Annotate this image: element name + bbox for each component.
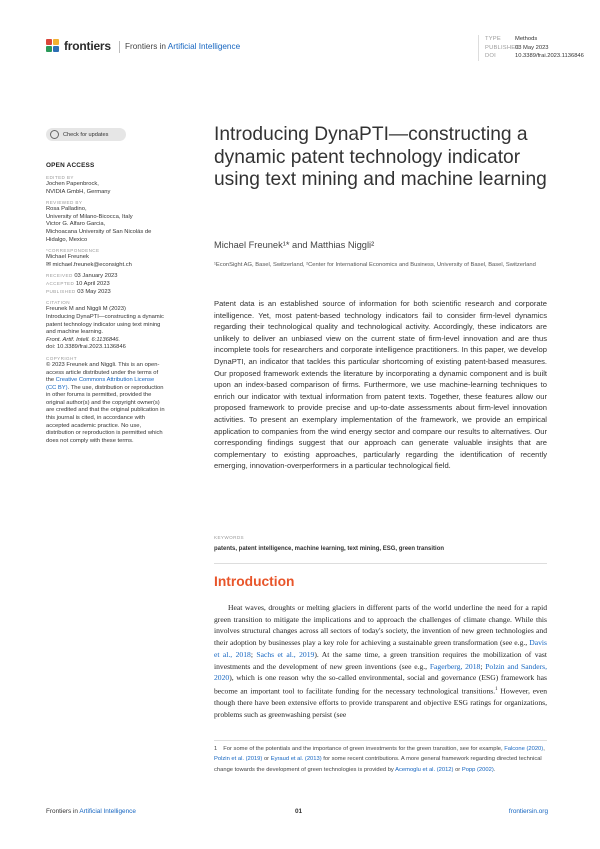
citation-link[interactable]: Popp (2002) — [461, 766, 494, 773]
frontiers-logo[interactable] — [46, 39, 111, 53]
brand-name: frontiers — [64, 39, 111, 53]
keywords-label: KEYWORDS — [214, 535, 244, 540]
date-value: 03 January 2023 — [74, 273, 118, 280]
intro-text: Heat waves, droughts or melting glaciers in different parts of the world underline the need for a rapid green transition to mitigate the implications and to approach the challenges of climate change. While this involves structural changes across all sectors of today's society, the invention of new green technologies and their adoption by businesses play a key role for achieving a sustainable green transformation (see e.g., — [214, 603, 547, 648]
citation-link[interactable]: Polzin and Sanders, 2020 — [214, 661, 548, 683]
frontiers-logo-icon — [46, 39, 60, 53]
open-access-label: OPEN ACCESS — [46, 162, 95, 169]
refresh-icon — [50, 130, 59, 139]
meta-key: DOI — [485, 53, 496, 59]
footnote-text: . — [493, 766, 496, 773]
affiliations: ¹EconSight AG, Basel, Switzerland, ²Center for International Economics and Business, University of Basel, Basel, Switzerland — [214, 262, 536, 268]
introduction-text — [214, 602, 547, 721]
check-updates-label: Check for updates — [63, 131, 109, 138]
citation-line: Freunek M and Niggli M (2023) — [46, 306, 126, 313]
reviewer-line: University of Milano-Bicocca, Italy — [46, 213, 133, 220]
abstract: Patent data is an established source of information for both scientific research and corporate intelligence. Yet, most patent-based technology indicators fail to consider firm-level dynamics regarding their technological quality and technological activity. Accordingly, these indicators are unlikely to deliver an unbiased view on the current state of firm-level innovation and are thus incomplete tools for researchers and corporate intelligence practitioners. In this paper, we develop DynaPTI, an indicator that tackles this particular shortcoming of existing patent-based measures. Our proposed framework extends the literature by incorporating a dynamic component and is built upon an index-based comparison of firms. Furthermore, we use machine-learning techniques to enrich our indicator with textual information from patent texts. Together, these features allow our proposed framework to provide precise and up-to-date assessments about firm-level innovation activities. To present an exemplary implementation of the framework, we provide an empirical application to companies from the wind energy sector and compare our results to alternatives. Our corresponding findings suggest that our approach can generate valuable insights that are complementary to existing approaches, particularly regarding the identification of recently emerging, innovation-overperformers in a particular technological field. — [214, 299, 547, 471]
intro-text: However, even though there have been extensive efforts to provide transparent and objective ESG ratings for organizations, problems such as greenwashing persist (see — [214, 686, 547, 719]
meta-published — [485, 44, 600, 53]
header-divider — [119, 41, 120, 53]
accepted-date — [46, 280, 166, 288]
article-sidebar — [46, 162, 166, 445]
site-link[interactable]: frontiersin.org — [508, 808, 548, 815]
intro-text: ; — [480, 661, 486, 671]
footnote-marker[interactable]: 1 — [495, 686, 498, 692]
reviewer-line: Victor G. Alfaro Garcia, — [46, 221, 106, 228]
citation-link[interactable]: Davis et al., 2018 — [214, 638, 547, 659]
date-value: 10 April 2023 — [75, 281, 110, 288]
reviewer-line: Hidalgo, Mexico — [46, 236, 88, 243]
citation-link[interactable]: Eyraud et al. (2013) — [270, 756, 322, 763]
footer-journal[interactable] — [46, 808, 136, 815]
page-number: 01 — [295, 808, 303, 815]
footnote-text: or — [453, 766, 462, 773]
copyright-post: . The use, distribution or reproduction in other forums is permitted, provided the original author(s) and the copyright owner(s) are credited and that the original publication in this journal is cited, in accordance with accepted academic practice. No use, distribution or reproduction is permitted which does not comply with these terms. — [46, 384, 165, 444]
citation-link[interactable]: Acemoglu et al. (2012) — [395, 766, 454, 773]
citation-line: doi: 10.3389/frai.2023.1136846 — [46, 344, 126, 351]
email-icon: ✉ — [46, 261, 53, 268]
received-date — [46, 272, 166, 280]
check-for-updates-button[interactable] — [46, 128, 126, 141]
page-header — [46, 35, 584, 65]
section-divider — [214, 563, 547, 564]
meta-value: Methods — [515, 36, 538, 42]
meta-value: 03 May 2023 — [515, 44, 549, 51]
footnote-divider — [214, 740, 547, 741]
footnote-text: for some recent contributions. A more general framework regarding directed technical change towards the development of green technologies is provided by — [214, 756, 542, 773]
meta-value: 10.3389/frai.2023.1136846 — [515, 53, 584, 59]
footnote-text: , — [543, 746, 545, 752]
intro-text: ), which is one reason why the so-called environmental, social and governance (ESG) framework has become an important tool to facilitate funding for the necessary technological transitions. — [214, 673, 547, 696]
keywords: patents, patent intelligence, machine learning, text mining, ESG, green transition — [214, 546, 445, 552]
article-meta — [478, 35, 600, 61]
citation-link[interactable]: Falcone (2020) — [504, 746, 544, 752]
journal-prefix: Frontiers in — [125, 42, 168, 51]
edited-by-label: EDITED BY — [46, 175, 74, 180]
reviewer-line: Rosa Palladino, — [46, 206, 87, 213]
license-link[interactable]: Creative Commons Attribution License (CC BY) — [46, 377, 155, 391]
footnote-number: 1 — [214, 746, 218, 752]
citation-line: patent technology indicator using text mining — [46, 321, 161, 328]
correspondent-name: Michael Freunek — [46, 254, 89, 261]
citation-line: Introducing DynaPTI—constructing a dynamic — [46, 313, 164, 320]
footer-prefix: Frontiers in — [46, 808, 80, 815]
intro-text: ; — [250, 649, 257, 659]
footer-accent: Artificial Intelligence — [79, 808, 136, 815]
correspondence-label: *CORRESPONDENCE — [46, 248, 100, 254]
intro-text: ). At the same time, a green transition requires the mobilization of vast investments and the development of new green inventions (see e.g., — [214, 649, 547, 671]
editor-line: NVIDIA GmbH, Germany — [46, 188, 111, 195]
footnote-text: or — [262, 756, 271, 763]
reviewed-by-label: REVIEWED BY — [46, 200, 83, 206]
author-list: Michael Freunek¹* and Matthias Niggli² — [214, 240, 375, 250]
date-value: 03 May 2023 — [77, 289, 111, 296]
reviewer-line: Michoacana University of San Nicolás de — [46, 228, 152, 235]
copyright-label: COPYRIGHT — [46, 355, 77, 361]
footnote-text: For some of the potentials and the importance of green investments for the green transition, see for example, — [223, 746, 505, 752]
page-footer — [46, 808, 548, 820]
date-key: PUBLISHED — [46, 289, 76, 295]
article-title: Introducing DynaPTI—constructing a dynamic patent technology indicator using text mining and machine learning — [214, 124, 547, 190]
citation-line: and machine learning. — [46, 329, 104, 336]
journal-name[interactable] — [125, 42, 240, 51]
citation-link[interactable]: Fagerberg, 2018 — [429, 661, 481, 671]
published-date — [46, 288, 166, 296]
email-address: michael.freunek@econsight.ch — [52, 261, 132, 268]
introduction-heading: Introduction — [214, 574, 295, 589]
date-key: ACCEPTED — [46, 281, 75, 287]
citation-link[interactable]: Polzin et al. (2019) — [214, 756, 263, 763]
journal-accent: Artificial Intelligence — [167, 42, 241, 51]
meta-type — [485, 35, 600, 44]
meta-key: TYPE — [485, 36, 501, 42]
correspondent-email[interactable] — [46, 262, 166, 270]
citation-line: Front. Artif. Intell. 6:1136846. — [46, 336, 121, 343]
editor-line: Jochen Papenbrock, — [46, 181, 99, 187]
citation-label: CITATION — [46, 300, 70, 306]
meta-key: PUBLISHED — [485, 44, 520, 51]
citation-link[interactable]: Sachs et al., 2019 — [256, 649, 315, 659]
date-key: RECEIVED — [46, 273, 73, 279]
copyright-text — [46, 362, 166, 446]
meta-doi[interactable] — [485, 52, 600, 61]
footnote — [214, 744, 547, 775]
copyright-pre: © 2023 Freunek and Niggli. This is an open-access article distributed under the terms of the — [46, 361, 160, 384]
